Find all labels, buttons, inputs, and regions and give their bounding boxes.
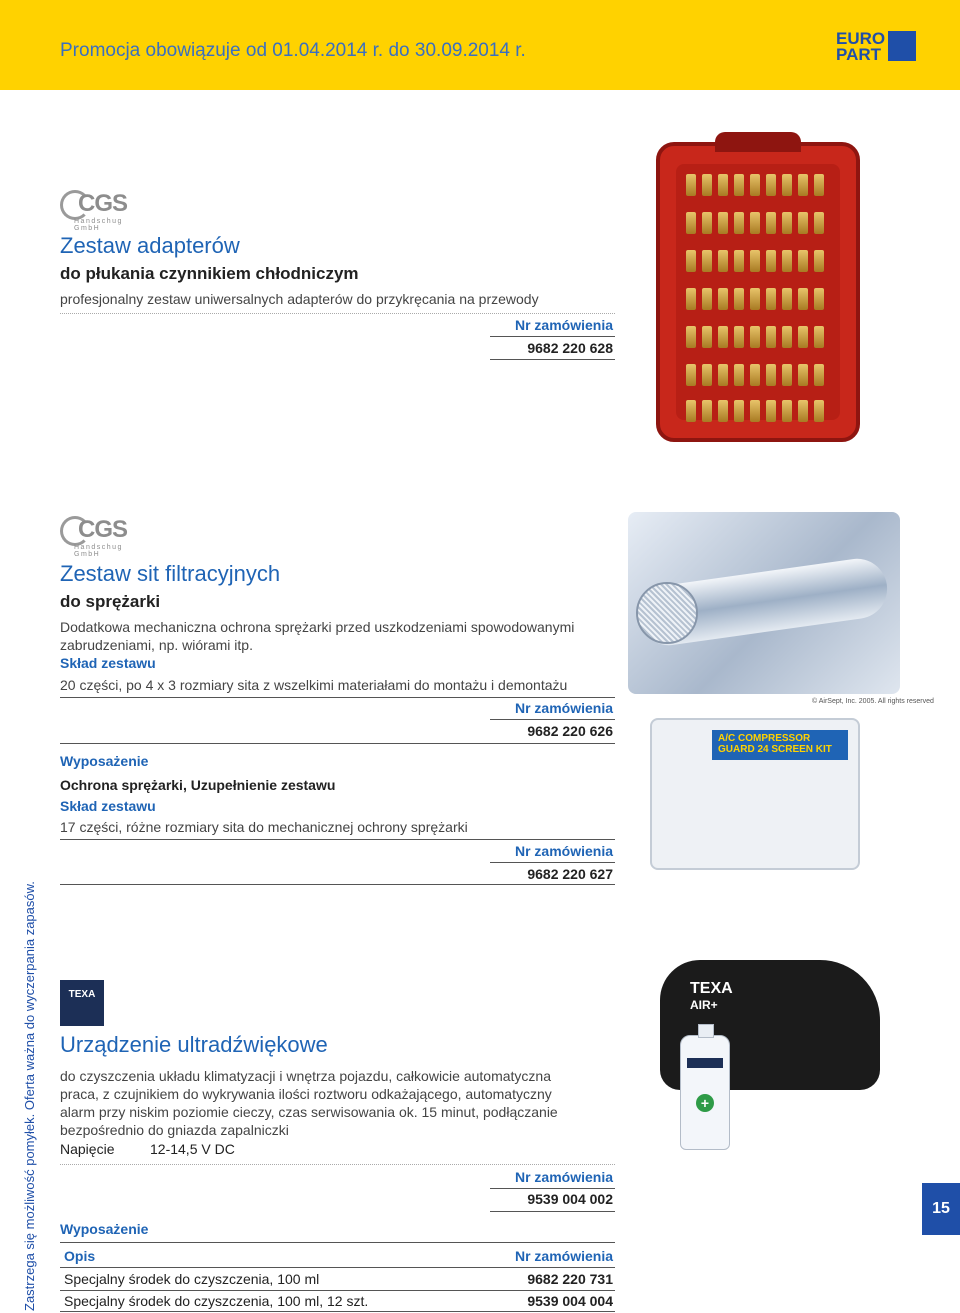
promo-text: Promocja obowiązuje od 01.04.2014 r. do 30.09.2014 r.: [60, 40, 526, 61]
texa-logo: TEXA: [60, 980, 104, 1026]
table-header-order: Nr zamówienia: [514, 1248, 613, 1264]
cgs-logo: [60, 508, 142, 558]
device-model-label: AIR+: [690, 998, 718, 1012]
logo-line-1: EURO: [836, 29, 886, 48]
disclaimer-vertical: Zastrzega się możliwość pomyłek. Oferta ważna do wyczerpania zapasów.: [22, 881, 37, 1311]
cgs-wordmark: CGS: [78, 190, 128, 217]
page-number: 15: [922, 1183, 960, 1235]
table-divider: [60, 1290, 615, 1291]
divider: [60, 313, 615, 314]
product1-subtitle: do płukania czynnikiem chłodniczym: [60, 264, 359, 283]
product2-description: Dodatkowa mechaniczna ochrona sprężarki przed uszkodzeniami spowodowanymi zabrudzeniami, np. wiórami itp.: [60, 619, 575, 653]
product2-order-number: 9682 220 626: [527, 723, 613, 739]
screen-kit-box-image: [650, 718, 860, 870]
divider: [60, 884, 615, 885]
kit-box-label: A/C COMPRESSOR GUARD 24 SCREEN KIT: [712, 730, 848, 760]
divider: [490, 336, 615, 337]
divider: [60, 743, 615, 744]
table-bottom-rule: [60, 1311, 615, 1312]
product2-title: Zestaw sit filtracyjnych: [60, 561, 281, 586]
table-cell-description: Specjalny środek do czyszczenia, 100 ml, 12 szt.: [64, 1293, 369, 1309]
product2-order2-number: 9682 220 627: [527, 866, 613, 882]
table-cell-order: 9539 004 004: [527, 1293, 613, 1309]
divider: [60, 1164, 615, 1165]
device-brand-label: TEXA: [690, 980, 733, 997]
plus-icon: +: [696, 1094, 714, 1112]
logo-mark-icon: [888, 31, 916, 61]
table-top-rule: [60, 1242, 615, 1243]
product3-order-label: Nr zamówienia: [514, 1169, 613, 1185]
compressor-filter-image: [628, 512, 900, 694]
product2-order2-label: Nr zamówienia: [514, 843, 613, 859]
image-copyright: © AirSept, Inc. 2005. All rights reserved: [812, 698, 934, 705]
product1-order-label: Nr zamówienia: [514, 317, 613, 333]
divider: [490, 1211, 615, 1212]
divider: [490, 359, 615, 360]
divider: [60, 839, 615, 840]
table-header-description: Opis: [64, 1248, 96, 1264]
product2-set2-text: 17 części, różne rozmiary sita do mechanicznej ochrony sprężarki: [60, 819, 468, 835]
bottle-label: [687, 1058, 723, 1068]
table-divider: [60, 1267, 615, 1268]
table-cell-order: 9682 220 731: [527, 1271, 613, 1287]
bottle-neck: [698, 1024, 714, 1038]
product2-set-text: 20 części, po 4 x 3 rozmiary sita z wszelkimi materiałami do montażu i demontażu: [60, 677, 568, 693]
product1-title: Zestaw adapterów: [60, 233, 240, 258]
product3-voltage-value: 12-14,5 V DC: [150, 1141, 235, 1157]
product2-set-label: Skład zestawu: [60, 655, 156, 671]
case-handle: [715, 132, 801, 152]
product3-voltage-label: Napięcie: [60, 1141, 115, 1157]
product2-subtitle: do sprężarki: [60, 592, 161, 611]
europart-logo: [836, 29, 918, 65]
product3-description: do czyszczenia układu klimatyzacji i wnętrza pojazdu, całkowicie automatyczna praca, z czujnikiem do wykrywania ilości roztworu odkażającego, automatyczny alarm przy niskim poziomie cieczy, czas serwisowania ok. 15 minut, podłączanie bezpośrednio do gniazda zapalniczki: [60, 1068, 558, 1138]
logo-line-2: PART: [836, 45, 882, 64]
product2-equipment-text: Ochrona sprężarki, Uzupełnienie zestawu: [60, 777, 336, 793]
divider: [490, 719, 615, 720]
product3-equipment-label: Wyposażenie: [60, 1221, 149, 1237]
cgs-subtitle: Handschug GmbH: [74, 218, 123, 232]
product1-order-number: 9682 220 628: [527, 340, 613, 356]
cleaner-bottle-image: [680, 1035, 730, 1150]
divider: [490, 862, 615, 863]
case-insert: [676, 164, 840, 420]
table-cell-description: Specjalny środek do czyszczenia, 100 ml: [64, 1271, 320, 1287]
product2-set2-label: Skład zestawu: [60, 798, 156, 814]
product1-description: profesjonalny zestaw uniwersalnych adapterów do przykręcania na przewody: [60, 291, 539, 307]
divider: [490, 1188, 615, 1189]
product2-equipment-label: Wyposażenie: [60, 753, 149, 769]
adapter-case-image: [656, 142, 860, 442]
product3-title: Urządzenie ultradźwiękowe: [60, 1032, 328, 1057]
cgs-subtitle: Handschug GmbH: [74, 544, 123, 558]
product2-order-label: Nr zamówienia: [514, 700, 613, 716]
product3-order-number: 9539 004 002: [527, 1191, 613, 1207]
cgs-logo: [60, 182, 142, 232]
cgs-wordmark: CGS: [78, 516, 128, 543]
divider: [60, 697, 615, 698]
filter-mesh: [636, 582, 698, 644]
